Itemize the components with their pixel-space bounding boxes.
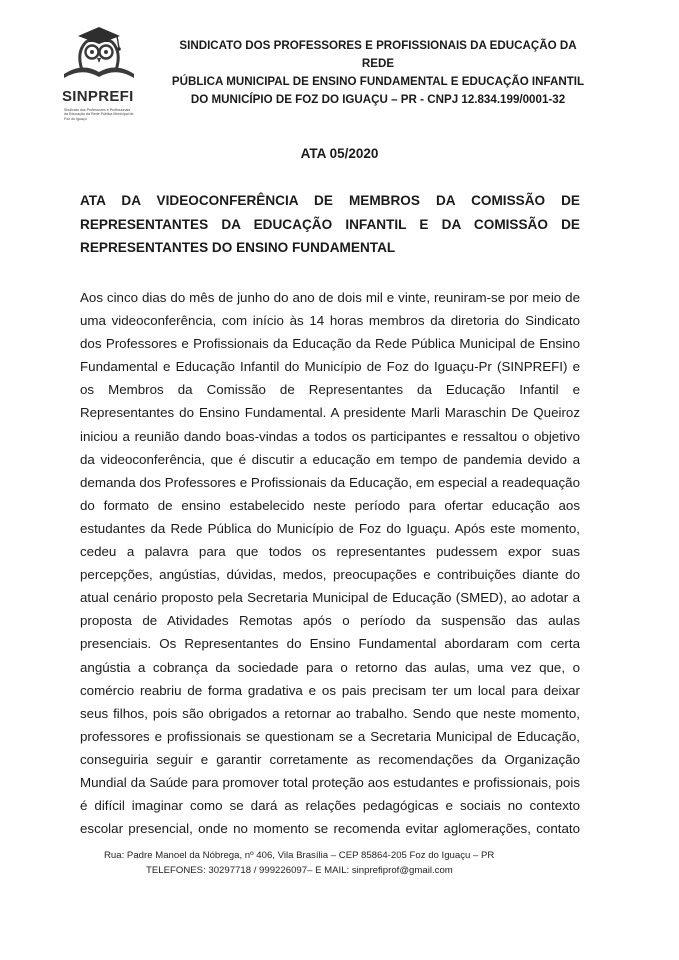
document-title: ATA DA VIDEOCONFERÊNCIA DE MEMBROS DA COMISSÃO DE REPRESENTANTES DA EDUCAÇÃO INFANTIL E DA COMISSÃO DE REPRESENTANTES DO ENSINO FUNDAMENTAL bbox=[80, 193, 580, 255]
letterhead-line: SINDICATO DOS PROFESSORES E PROFISSIONAIS DA EDUCAÇÃO DA REDE bbox=[179, 39, 577, 70]
document-body: Aos cinco dias do mês de junho do ano de dois mil e vinte, reuniram-se por meio de uma videoconferência, com início às 14 horas membros da diretoria do Sindicato dos Professores e Profissionais da Educação da Rede Pública Municipal de Ensino Fundamental e Educação Infantil do Município de Foz do Iguaçu-Pr (SINPREFI) e os Membros da Comissão de Representantes da Educação Infantil e Representantes do Ensino Fundamental. A presidente Marli Maraschin De Queiroz iniciou a reunião dando boas-vindas a todos os participantes e ressaltou o objetivo da videoconferência, que é discutir a educação em tempo de pandemia devido a demanda dos Professores e Profissionais da Educação, em especial a readequação do formato de ensino estabelecido neste período para ofertar educação aos estudantes da Rede Pública do Município de Foz do Iguaçu. Após este momento, cedeu a palavra para que todos os representantes pudessem expor suas percepções, angústias, dúvidas, medos, preocupações e contribuições diante do atual cenário proposto pela Secretaria Municipal de Educação (SMED), ao adotar a proposta de Atividades Remotas após o período da suspensão das aulas presenciais. Os Representantes do Ensino Fundamental abordaram com certa angústia a cobrança da sociedade para o retorno das aulas, uma vez que, o comércio reabriu de forma gradativa e os pais precisam ter um local para deixar seus filhos, pois são obrigados a retornar ao trabalho. Sendo que neste momento, professores e profissionais se questionam se a Secretaria Municipal de Educação, conseguiria seguir e garantir corretamente as recomendações da Organização Mundial da Saúde para promover total proteção aos estudantes e profissionais, pois é difícil imaginar como se dará as relações pedagógicas e sociais no contexto escolar presencial, onde no momento se recomenda evitar aglomerações, contato bbox=[80, 290, 580, 837]
footer-contact: TELEFONES: 30297718 / 999226097– E MAIL: sinprefiprof@gmail.com bbox=[146, 865, 453, 876]
footer bbox=[0, 848, 679, 878]
footer-address: Rua: Padre Manoel da Nóbrega, nº 406, Vila Brasília – CEP 85864-205 Foz do Iguaçu – PR bbox=[104, 850, 495, 861]
letterhead bbox=[162, 37, 594, 109]
sinprefi-logo bbox=[54, 22, 144, 130]
owl-graduation-icon bbox=[54, 22, 144, 88]
letterhead-line: PÚBLICA MUNICIPAL DE ENSINO FUNDAMENTAL E EDUCAÇÃO INFANTIL bbox=[171, 75, 585, 88]
logo-name: SINPREFI bbox=[62, 88, 134, 105]
letterhead-line: DO MUNICÍPIO DE FOZ DO IGUAÇU – PR - CNPJ 12.834.199/0001-32 bbox=[190, 93, 566, 106]
logo-subtitle: Sindicato dos Professores e Profissionais da Educação da Rede Pública Municipal de Foz do Iguaçu bbox=[64, 108, 134, 121]
ata-number: ATA 05/2020 bbox=[300, 146, 379, 161]
